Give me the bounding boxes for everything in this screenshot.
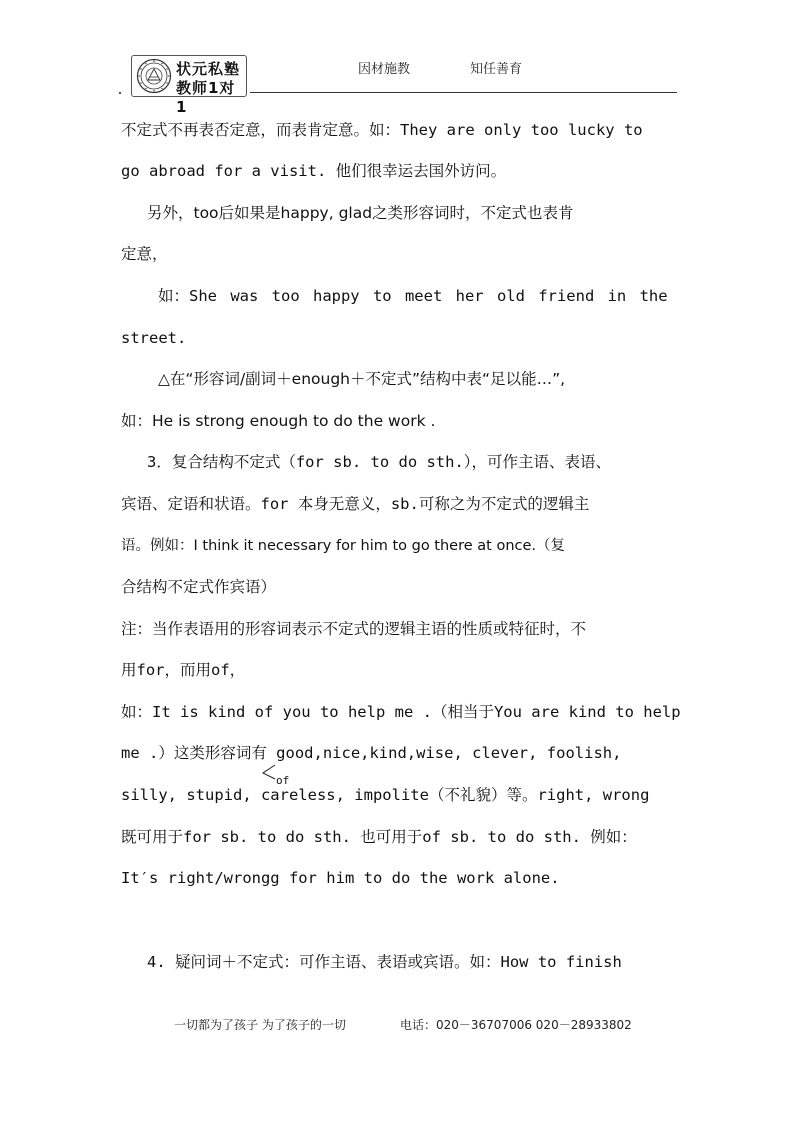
- angle-bracket-mark: [262, 764, 276, 780]
- text-line: 另外，too后如果是happy, glad之类形容词时，不定式也表肯: [147, 204, 574, 222]
- header-dot: [119, 92, 121, 94]
- text-line: 用for，而用of，: [121, 661, 246, 679]
- logo: [131, 55, 247, 116]
- text-line: 定意，: [121, 245, 168, 263]
- footer-phone: 电话：020－36707006 020－28933802: [400, 1018, 632, 1032]
- text-line: △在“形容词/副词＋enough＋不定式”结构中表“足以能…”,: [158, 370, 566, 388]
- text-line: 不定式不再表否定意，而表肯定意。如：They are only too lucky to: [121, 121, 643, 139]
- text-line: 3．复合结构不定式（for sb. to do sth.），可作主语、表语、: [147, 453, 612, 471]
- text-line: 语。例如：I think it necessary for him to go there at once.（复: [121, 538, 566, 554]
- text-line: silly, stupid, careless, impolite（不礼貌）等。right, wrong: [121, 786, 650, 804]
- seal-emblem-icon: [136, 58, 172, 94]
- text-line: 合结构不定式作宾语）: [121, 578, 277, 596]
- text-line: 注：当作表语用的形容词表示不定式的逻辑主语的性质或特征时，不: [121, 620, 587, 638]
- text-line: 如：He is strong enough to do the work .: [121, 412, 436, 430]
- header-motto-left: 因材施教: [358, 62, 411, 77]
- text-line: go abroad for a visit. 他们很幸运去国外访问。: [121, 162, 507, 180]
- text-line: 既可用于for sb. to do sth. 也可用于of sb. to do sth. 例如：: [121, 828, 637, 846]
- footer-slogan: 一切都为了孩子 为了孩子的一切: [174, 1018, 346, 1032]
- text-line: 如：She was too happy to meet her old friend in the: [158, 287, 668, 305]
- logo-subtitle: 教师1对1: [176, 79, 236, 116]
- text-line: street.: [121, 329, 187, 347]
- text-line: 如：It is kind of you to help me .（相当于You are kind to help: [121, 703, 681, 721]
- text-line: me .）这类形容词有 good,nice,kind,wise, clever, foolish,: [121, 744, 622, 762]
- text-line: It′s right/wrongg for him to do the work alone.: [121, 869, 560, 887]
- header-rule: [250, 92, 677, 93]
- header-motto-right: 知任善育: [470, 62, 523, 77]
- logo-title: 状元私塾: [176, 60, 241, 78]
- text-line: 4. 疑问词＋不定式：可作主语、表语或宾语。如：How to finish: [147, 953, 622, 971]
- annotation-of: of: [276, 774, 290, 787]
- text-line: 宾语、定语和状语。for 本身无意义，sb.可称之为不定式的逻辑主: [121, 495, 590, 513]
